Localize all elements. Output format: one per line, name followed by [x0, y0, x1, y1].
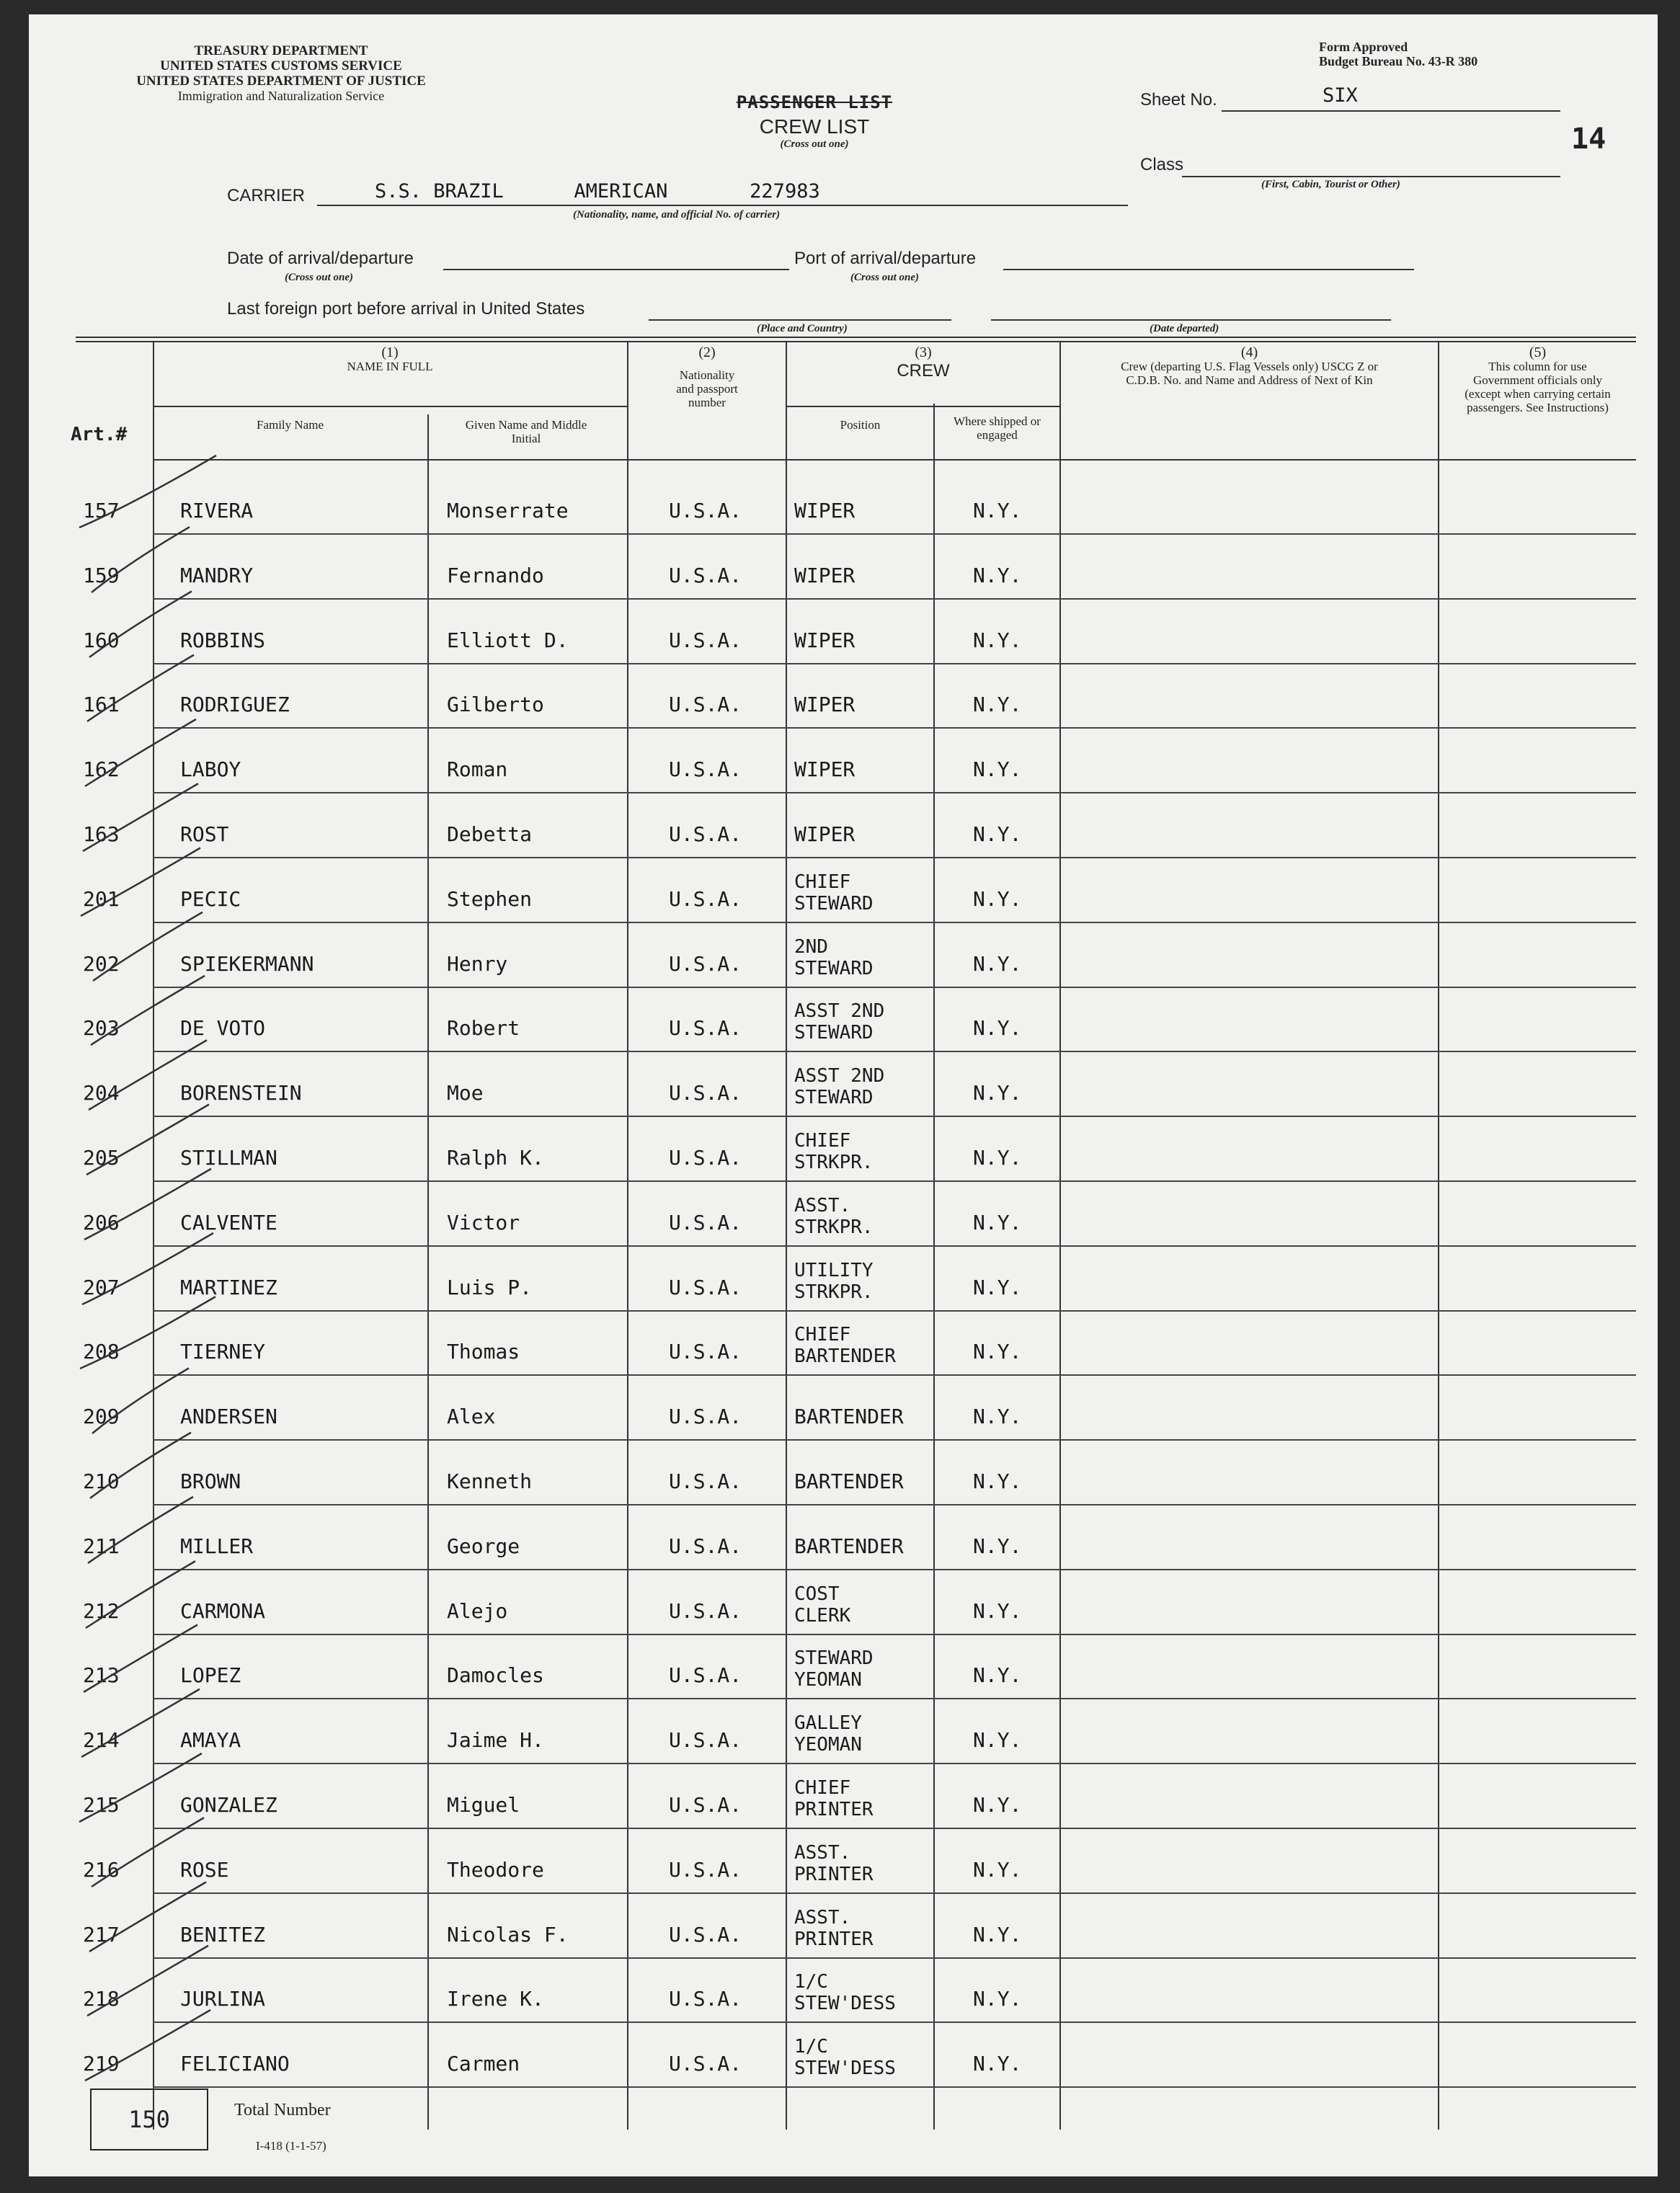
crew-list-sheet: [29, 14, 1658, 2176]
position-line-2: STEWARD: [794, 1087, 874, 1109]
crew-subheader-rule: [787, 406, 1059, 407]
shipped-at: N.Y.: [973, 1663, 1022, 1688]
dept-line: UNITED STATES DEPARTMENT OF JUSTICE: [136, 74, 426, 89]
table-row: [29, 1505, 1636, 1570]
art-number: 159: [83, 563, 120, 587]
shipped-at: N.Y.: [973, 1598, 1022, 1623]
family-name: DE VOTO: [180, 1016, 266, 1041]
col2-header: [628, 346, 786, 409]
department-header: [58, 43, 505, 104]
nationality: U.S.A.: [669, 1081, 742, 1106]
given-name: Alex: [447, 1405, 496, 1429]
col1-header: [153, 346, 627, 373]
position-line-1: 2ND: [794, 935, 828, 958]
shipped-at: N.Y.: [973, 693, 1022, 717]
given-name: Victor: [447, 1210, 520, 1235]
table-row: [29, 535, 1636, 600]
shipped-at: N.Y.: [973, 1793, 1022, 1817]
carrier-label: CARRIER: [227, 186, 306, 205]
nationality: U.S.A.: [669, 1598, 742, 1623]
col1-title: NAME IN FULL: [347, 360, 433, 373]
position-line-1: GALLEY: [794, 1712, 862, 1735]
col4-number: (4): [1240, 344, 1258, 360]
given-name: Jaime H.: [447, 1728, 544, 1753]
position-line-2: STRKPR.: [794, 1152, 874, 1173]
date-label: Date of arrival/departure: [227, 249, 414, 268]
position-line-1: CHIEF: [794, 1777, 851, 1799]
col4-header: [1061, 346, 1438, 387]
date-field: [443, 249, 789, 270]
table-row: [29, 1247, 1636, 1312]
class-hint: (First, Cabin, Tourist or Other): [1261, 179, 1400, 190]
position: WIPER: [794, 757, 855, 782]
art-number: 161: [83, 693, 120, 717]
art-number: 216: [83, 1857, 120, 1882]
position-line-1: COST: [794, 1583, 840, 1605]
table-row: [29, 664, 1636, 729]
position-line-2: STRKPR.: [794, 1216, 874, 1238]
family-name: BROWN: [180, 1469, 241, 1493]
check-mark-icon: [50, 1994, 252, 2102]
nationality: U.S.A.: [669, 1146, 742, 1170]
table-row: [29, 858, 1636, 923]
struck-title: PASSENGER LIST: [736, 92, 893, 112]
family-name: ROSE: [180, 1857, 229, 1882]
position-line-1: CHIEF: [794, 1324, 851, 1346]
given-name: Damocles: [447, 1663, 544, 1688]
nationality: U.S.A.: [669, 1987, 742, 2011]
position-line-2: STEWARD: [794, 957, 874, 979]
nationality: U.S.A.: [669, 1016, 742, 1041]
shipped-at: N.Y.: [973, 1534, 1022, 1558]
col2-number: (2): [698, 344, 716, 360]
nationality: U.S.A.: [669, 563, 742, 587]
art-number: 218: [83, 1987, 120, 2011]
family-name: ANDERSEN: [180, 1405, 277, 1429]
position-line-2: YEOMAN: [794, 1734, 862, 1756]
given-name: Thomas: [447, 1340, 520, 1364]
shipped-at: N.Y.: [973, 1146, 1022, 1170]
table-row: [29, 1764, 1636, 1829]
sheet-label: Sheet No.: [1140, 90, 1217, 110]
given-name: Nicolas F.: [447, 1922, 569, 1947]
shipped-at: N.Y.: [973, 2052, 1022, 2076]
class-field: [1182, 159, 1560, 177]
position: BARTENDER: [794, 1405, 904, 1429]
total-number-label: Total Number: [234, 2101, 331, 2119]
art-number: 208: [83, 1340, 120, 1364]
shipped-header: Where shipped or engaged: [954, 414, 1041, 442]
family-name: MARTINEZ: [180, 1275, 277, 1299]
position-line-1: 1/C: [794, 1971, 828, 1993]
family-name: PECIC: [180, 886, 241, 911]
given-name: Irene K.: [447, 1987, 544, 2011]
shipped-at: N.Y.: [973, 563, 1022, 587]
art-number: 206: [83, 1210, 120, 1235]
immigration-line: Immigration and Naturalization Service: [177, 89, 385, 103]
nationality: U.S.A.: [669, 1210, 742, 1235]
shipped-at: N.Y.: [973, 1728, 1022, 1753]
family-name: RODRIGUEZ: [180, 693, 290, 717]
given-name: Elliott D.: [447, 628, 569, 652]
family-name: LABOY: [180, 757, 241, 782]
family-name: TIERNEY: [180, 1340, 266, 1364]
position-line-2: STEWARD: [794, 1022, 874, 1044]
art-number: 204: [83, 1081, 120, 1106]
given-name: Roman: [447, 757, 508, 782]
position-line-2: CLERK: [794, 1604, 851, 1627]
position-line-2: YEOMAN: [794, 1669, 862, 1691]
nationality: U.S.A.: [669, 499, 742, 522]
port-field: [1003, 249, 1414, 270]
nationality: U.S.A.: [669, 822, 742, 846]
art-number: 160: [83, 628, 120, 652]
table-row: [29, 1829, 1636, 1894]
dept-line: TREASURY DEPARTMENT: [194, 43, 368, 58]
table-row: [29, 1570, 1636, 1635]
shipped-at: N.Y.: [973, 1016, 1022, 1041]
given-name: Miguel: [447, 1793, 520, 1817]
shipped-at: N.Y.: [973, 1857, 1022, 1882]
given-name: Monserrate: [447, 499, 569, 522]
carrier-value: S.S. BRAZIL AMERICAN 227983: [375, 180, 820, 203]
art-number: 163: [83, 822, 120, 846]
art-number: 207: [83, 1275, 120, 1299]
header-bottom-rule: [153, 459, 1636, 461]
nationality: U.S.A.: [669, 1405, 742, 1429]
shipped-at: N.Y.: [973, 1210, 1022, 1235]
art-number: 211: [83, 1534, 120, 1558]
table-row: [29, 1634, 1636, 1699]
family-name: FELICIANO: [180, 2052, 290, 2076]
shipped-at: N.Y.: [973, 1340, 1022, 1364]
name-subheader-rule: [153, 406, 627, 407]
given-name-header: Given Name and Middle Initial: [465, 418, 587, 445]
place-hint: (Place and Country): [757, 323, 848, 334]
row-rule: [153, 2086, 1636, 2088]
table-row: [29, 470, 1636, 535]
position-line-2: PRINTER: [794, 1928, 874, 1950]
shipped-at: N.Y.: [973, 1469, 1022, 1493]
table-top-rule-2: [76, 341, 1636, 342]
table-row: [29, 729, 1636, 793]
table-row: [29, 600, 1636, 664]
shipped-at: N.Y.: [973, 822, 1022, 846]
nationality: U.S.A.: [669, 757, 742, 782]
art-number: 215: [83, 1793, 120, 1817]
position-line-2: BARTENDER: [794, 1345, 896, 1368]
cross-out-hint: (Cross out one): [780, 138, 849, 150]
nationality: U.S.A.: [669, 1534, 742, 1558]
given-name: Kenneth: [447, 1469, 533, 1493]
family-name: AMAYA: [180, 1728, 241, 1753]
table-row: [29, 1182, 1636, 1247]
nationality: U.S.A.: [669, 628, 742, 652]
art-number: 203: [83, 1016, 120, 1041]
table-row: [29, 1311, 1636, 1376]
carrier-field: [317, 180, 1128, 206]
col5-header: [1439, 346, 1636, 414]
given-name: Alejo: [447, 1598, 508, 1623]
position-line-1: STEWARD: [794, 1647, 874, 1670]
table-row: [29, 1052, 1636, 1117]
nationality: U.S.A.: [669, 1793, 742, 1817]
art-number: 209: [83, 1405, 120, 1429]
table-top-rule: [76, 337, 1636, 338]
shipped-at: N.Y.: [973, 1987, 1022, 2011]
nationality: U.S.A.: [669, 1857, 742, 1882]
shipped-at: N.Y.: [973, 1275, 1022, 1299]
nationality: U.S.A.: [669, 1728, 742, 1753]
art-number: 202: [83, 951, 120, 976]
col4-title: Crew (departing U.S. Flag Vessels only) USCG Z or C.D.B. No. and Name and Address of Next of Kin: [1121, 360, 1378, 387]
art-number: 210: [83, 1469, 120, 1493]
position-line-2: PRINTER: [794, 1863, 874, 1885]
position: BARTENDER: [794, 1469, 904, 1493]
given-name: Ralph K.: [447, 1146, 544, 1170]
nationality: U.S.A.: [669, 2052, 742, 2076]
family-name: ROST: [180, 822, 229, 846]
page-number: 14: [1571, 123, 1606, 156]
shipped-at: N.Y.: [973, 499, 1022, 522]
position-line-1: CHIEF: [794, 871, 851, 893]
table-row: [29, 1376, 1636, 1441]
sheet-field: [1222, 83, 1560, 112]
nationality: U.S.A.: [669, 1922, 742, 1947]
given-name: Robert: [447, 1016, 520, 1041]
art-number: 219: [83, 2052, 120, 2076]
given-name: Theodore: [447, 1857, 544, 1882]
nationality: U.S.A.: [669, 1340, 742, 1364]
position-line-1: ASST.: [794, 1194, 851, 1216]
form-number: I-418 (1-1-57): [256, 2139, 326, 2153]
family-name: RIVERA: [180, 499, 254, 522]
art-number: 201: [83, 886, 120, 911]
given-name: Moe: [447, 1081, 484, 1106]
family-name: BENITEZ: [180, 1922, 266, 1947]
table-row: [29, 987, 1636, 1052]
given-name: George: [447, 1534, 520, 1558]
date-departed-hint: (Date departed): [1150, 323, 1219, 334]
position: WIPER: [794, 563, 855, 587]
form-approved: [1319, 40, 1477, 68]
table-row: [29, 1699, 1636, 1764]
position-line-1: ASST 2ND: [794, 1000, 885, 1023]
given-name: Carmen: [447, 2052, 520, 2076]
table-row: [29, 2023, 1636, 2088]
art-number: 212: [83, 1598, 120, 1623]
family-name: MANDRY: [180, 563, 254, 587]
position-line-1: UTILITY: [794, 1259, 874, 1281]
table-row: [29, 923, 1636, 988]
class-label: Class: [1140, 155, 1184, 174]
art-number: 213: [83, 1663, 120, 1688]
position-line-1: CHIEF: [794, 1130, 851, 1152]
family-name: JURLINA: [180, 1987, 266, 2011]
nationality: U.S.A.: [669, 1663, 742, 1688]
position-header: Position: [840, 418, 881, 432]
position: WIPER: [794, 628, 855, 652]
position-line-2: STRKPR.: [794, 1281, 874, 1303]
given-name: Luis P.: [447, 1275, 533, 1299]
given-name: Gilberto: [447, 693, 544, 717]
family-name: BORENSTEIN: [180, 1081, 302, 1106]
position: WIPER: [794, 822, 855, 846]
table-row: [29, 1894, 1636, 1959]
crew-list-title: CREW LIST: [759, 115, 870, 138]
position-line-2: STEW'DESS: [794, 1993, 896, 2015]
col3-title: CREW: [897, 361, 950, 381]
carrier-hint: (Nationality, name, and official No. of carrier): [573, 209, 781, 221]
art-number: 162: [83, 757, 120, 782]
title-block: [706, 92, 923, 151]
nationality: U.S.A.: [669, 951, 742, 976]
position-line-1: ASST 2ND: [794, 1065, 885, 1087]
form-approved-label: Form Approved: [1319, 40, 1408, 54]
nationality: U.S.A.: [669, 693, 742, 717]
col2-title: Nationality and passport number: [676, 368, 738, 409]
position-line-1: ASST.: [794, 1906, 851, 1929]
given-name: Debetta: [447, 822, 533, 846]
position: BARTENDER: [794, 1534, 904, 1558]
family-name: STILLMAN: [180, 1146, 277, 1170]
family-name: MILLER: [180, 1534, 254, 1558]
position-line-2: STEWARD: [794, 892, 874, 915]
shipped-at: N.Y.: [973, 1405, 1022, 1429]
position: WIPER: [794, 693, 855, 717]
shipped-at: N.Y.: [973, 951, 1022, 976]
nationality: U.S.A.: [669, 1469, 742, 1493]
family-name: SPIEKERMANN: [180, 951, 314, 976]
family-name: CALVENTE: [180, 1210, 277, 1235]
given-name: Fernando: [447, 563, 544, 587]
table-row: [29, 793, 1636, 858]
family-name: LOPEZ: [180, 1663, 241, 1688]
col3-number: (3): [915, 344, 932, 360]
place-field: [649, 299, 951, 321]
col1-number: (1): [381, 344, 399, 360]
shipped-at: N.Y.: [973, 1081, 1022, 1106]
art-header: Art.#: [71, 424, 128, 445]
table-row: [29, 1441, 1636, 1505]
col5-title: This column for use Government officials only (except when carrying certain passengers. See Instructions): [1465, 360, 1611, 414]
family-name: ROBBINS: [180, 628, 266, 652]
position: WIPER: [794, 499, 855, 522]
dept-line: UNITED STATES CUSTOMS SERVICE: [160, 58, 402, 74]
col5-number: (5): [1529, 344, 1547, 360]
nationality: U.S.A.: [669, 886, 742, 911]
given-name: Stephen: [447, 886, 533, 911]
port-label: Port of arrival/departure: [794, 249, 977, 268]
position-line-1: 1/C: [794, 2036, 828, 2058]
sheet-value: SIX: [1323, 84, 1358, 107]
position-line-1: ASST.: [794, 1841, 851, 1864]
date-departed-field: [991, 299, 1391, 321]
budget-number: Budget Bureau No. 43-R 380: [1319, 54, 1478, 68]
family-name-header: Family Name: [256, 418, 324, 432]
given-name: Henry: [447, 951, 508, 976]
last-port-label: Last foreign port before arrival in United States: [227, 299, 585, 319]
art-number: 205: [83, 1146, 120, 1170]
shipped-at: N.Y.: [973, 1922, 1022, 1947]
total-number-box: 150: [90, 2089, 208, 2150]
shipped-at: N.Y.: [973, 757, 1022, 782]
art-number: 217: [83, 1922, 120, 1947]
position-line-2: PRINTER: [794, 1799, 874, 1820]
position-line-2: STEW'DESS: [794, 2058, 896, 2080]
art-number: 157: [83, 499, 120, 522]
art-number: 214: [83, 1728, 120, 1753]
table-row: [29, 1958, 1636, 2023]
date-hint: (Cross out one): [285, 272, 354, 283]
check-stroke: [85, 2010, 210, 2081]
family-name: CARMONA: [180, 1598, 266, 1623]
shipped-at: N.Y.: [973, 886, 1022, 911]
shipped-at: N.Y.: [973, 628, 1022, 652]
col3-header: [787, 344, 1059, 381]
port-hint: (Cross out one): [850, 272, 920, 283]
nationality: U.S.A.: [669, 1275, 742, 1299]
table-row: [29, 1117, 1636, 1182]
family-name: GONZALEZ: [180, 1793, 277, 1817]
